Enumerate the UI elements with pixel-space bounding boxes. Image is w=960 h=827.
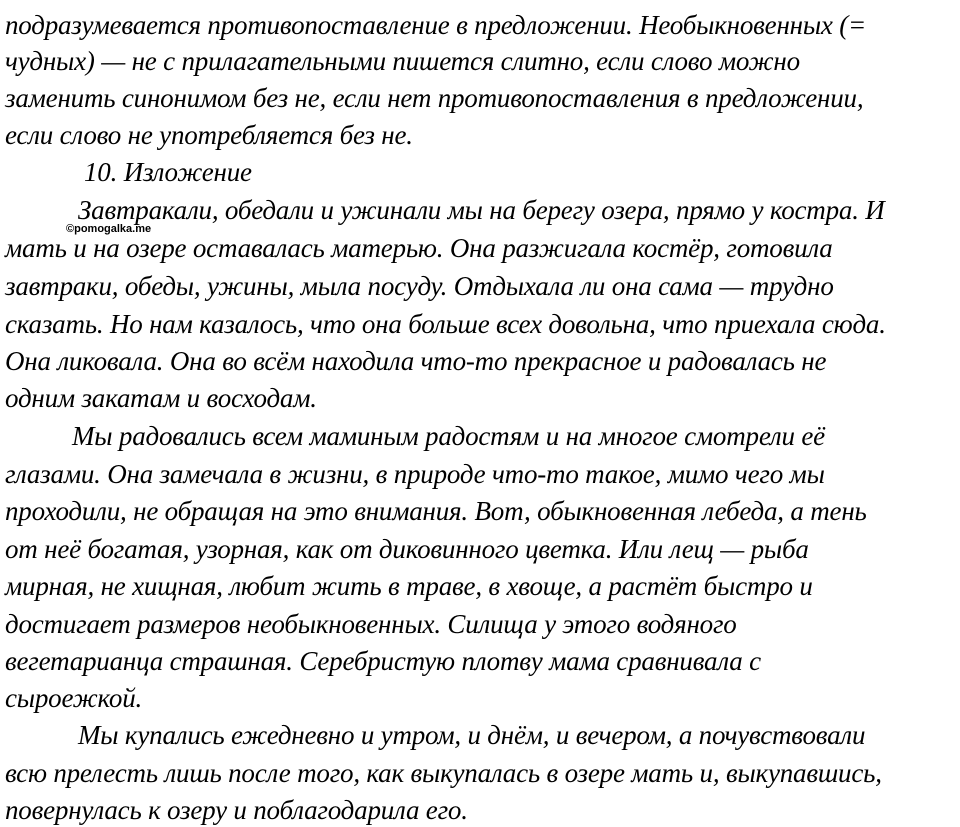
text-line: если слово не употребляется без не. (5, 120, 413, 150)
text-line: вегетарианца страшная. Серебристую плотву мама сравнивала с (5, 646, 761, 676)
text-line: достигает размеров необыкновенных. Силища у этого водяного (5, 609, 737, 639)
text-line: повернулась к озеру и поблагодарила его. (5, 795, 468, 825)
text-line: сказать. Но нам казалось, что она больше всех довольна, что приехала сюда. (5, 309, 886, 339)
text-line: чудных) — не с прилагательными пишется слитно, если слово можно (5, 46, 800, 76)
text-line: от неё богатая, узорная, как от диковинного цветка. Или лещ — рыба (5, 534, 809, 564)
section-heading: 10. Изложение (84, 157, 252, 187)
text-line: Мы радовались всем маминым радостям и на многое смотрели её (72, 421, 825, 451)
text-line: заменить синонимом без не, если нет противопоставления в предложении, (5, 83, 864, 113)
watermark-label: ©pomogalka.me (66, 223, 152, 235)
text-line: мать и на озере оставалась матерью. Она разжигала костёр, готовила (5, 233, 833, 263)
text-line: проходили, не обращая на это внимания. Вот, обыкновенная лебеда, а тень (5, 496, 867, 526)
text-line: всю прелесть лишь после того, как выкупалась в озере мать и, выкупавшись, (5, 758, 882, 788)
text-line: глазами. Она замечала в жизни, в природе что-то такое, мимо чего мы (5, 459, 825, 489)
text-line: одним закатам и восходам. (5, 383, 317, 413)
text-line: мирная, не хищная, любит жить в траве, в хвоще, а растёт быстро и (5, 571, 813, 601)
text-line: завтраки, обеды, ужины, мыла посуду. Отдыхала ли она сама — трудно (5, 271, 834, 301)
text-line: Мы купались ежедневно и утром, и днём, и вечером, а почувствовали (78, 720, 866, 750)
text-line: сыроежкой. (5, 683, 143, 713)
text-line: Она ликовала. Она во всём находила что-то прекрасное и радовалась не (5, 346, 827, 376)
text-line: Завтракали, обедали и ужинали мы на берегу озера, прямо у костра. И (78, 195, 885, 225)
text-line: подразумевается противопоставление в предложении. Необыкновенных (= (5, 10, 867, 40)
